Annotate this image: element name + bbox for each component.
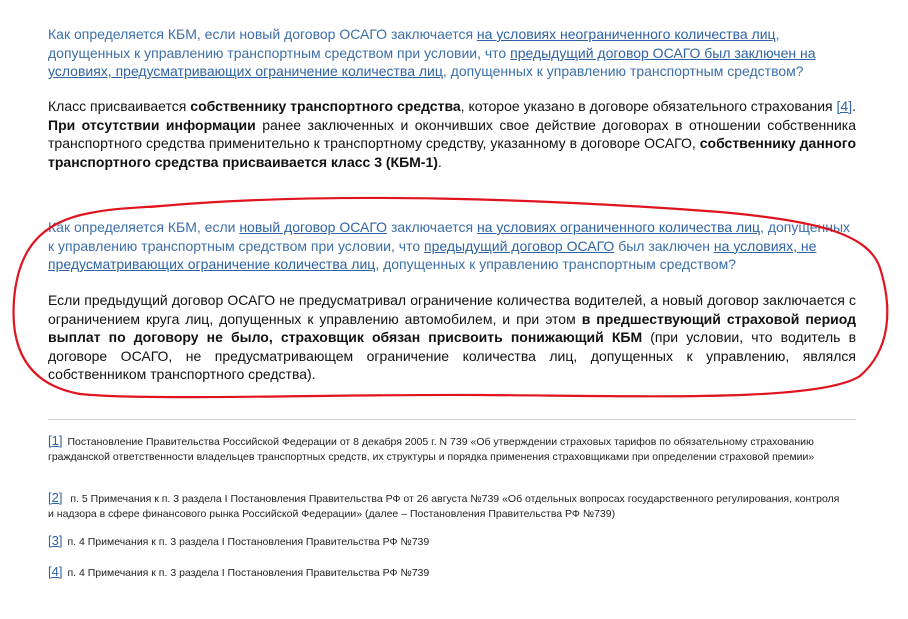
question-1-text-2: , допущенных к управлению транспортным средством при условии, что [48,26,780,61]
question-1-text-3: , допущенных к управлению транспортным средством? [442,63,804,79]
footnote-4-ref[interactable]: [4] [48,564,63,579]
answer-1-text-5: . [437,153,442,170]
answer-1-footnote-ref-4[interactable]: [4] [836,98,853,114]
answer-1 [48,97,856,171]
footnote-4-text: п. 4 Примечания к п. 3 раздела I Постановления Правительства РФ №739 [67,567,430,579]
question-2-text-1: Как определяется КБМ, если [48,219,240,235]
question-2-text-4: был заключен [614,237,714,254]
question-2-link-previous-contract[interactable]: предыдущий договор ОСАГО [424,237,615,254]
question-1-link-previous-contract-limited[interactable]: предыдущий договор ОСАГО был заключен на условиях, предусматривающих ограничение количества лиц [48,44,816,79]
question-2-link-not-limited[interactable]: на условиях, не предусматривающих ограничение количества лиц [48,237,817,272]
question-1-link-unlimited-persons[interactable]: на условиях неограниченного количества лиц [476,26,776,42]
question-1 [48,25,856,81]
answer-2-bold-reduced-kbm: в предшествующий страховой период выплат по договору не было, страховщик обязан присвоить понижающий КБМ [48,310,856,345]
question-1-text-1: Как определяется КБМ, если новый договор ОСАГО заключается [48,26,477,42]
answer-1-text-1: Класс присваивается [48,98,191,114]
answer-1-bold-no-info: При отсутствии информации [48,116,256,133]
question-2-text-5: , допущенных к управлению транспортным средством? [375,256,736,272]
answer-1-text-4: ранее заключенных и окончивших свое действие договорах в отношении собственника транспортного средства применительно к транспортному средству, указанному в договоре ОСАГО, [48,116,856,151]
footnote-1 [48,433,848,465]
footnote-1-ref[interactable]: [1] [48,433,63,448]
answer-2-text-2: (при условии, что водитель в договоре ОСАГО, не предусматривающем ограничение количества лиц, допущенных к управлению, являлся собственником транспортного средства). [48,329,857,382]
footnote-3 [48,533,848,550]
footnote-4 [48,564,848,581]
answer-2 [48,291,856,384]
footnote-3-ref[interactable]: [3] [48,533,63,548]
answer-1-bold-class-3: собственнику данного транспортного средства присваивается класс 3 (КБМ-1) [48,135,856,170]
question-2-link-limited-persons[interactable]: на условиях ограниченного количества лиц [476,219,761,235]
answer-1-text-3: . [852,98,857,114]
answer-1-text-2: , которое указано в договоре обязательного страхования [460,98,837,114]
question-2 [48,218,856,274]
question-2-text-2: заключается [387,219,477,235]
footnote-2-text: п. 5 Примечания к п. 3 раздела I Постановления Правительства РФ от 26 августа №739 «Об отдельных вопросах государственного регулирования, контроля и надзора в сфере финансового рынка Российской Федерации» (далее – Постановления Правительства РФ №739) [48,493,840,520]
footnote-2 [48,490,848,522]
answer-1-bold-owner: собственнику транспортного средства [190,98,461,114]
footnote-1-text: Постановление Правительства Российской Федерации от 8 декабря 2005 г. N 739 «Об утверждении страховых тарифов по обязательному страхованию гражданской ответственности владельцев транспортных средств, их структуры и порядка применения страховщиками при определении страховой премии» [48,436,815,463]
footnote-3-text: п. 4 Примечания к п. 3 раздела I Постановления Правительства РФ №739 [67,536,430,548]
question-2-link-new-contract[interactable]: новый договор ОСАГО [239,219,388,235]
answer-2-text-1: Если предыдущий договор ОСАГО не предусматривал ограничение количества водителей, а новый договор заключается с ограничением круга лиц, допущенных к управлению автомобилем, и при этом [48,292,856,327]
question-2-text-3: , допущенных к управлению транспортным средством при условии, что [48,219,851,254]
footnotes-divider [48,419,856,420]
footnote-2-ref[interactable]: [2] [48,490,63,505]
